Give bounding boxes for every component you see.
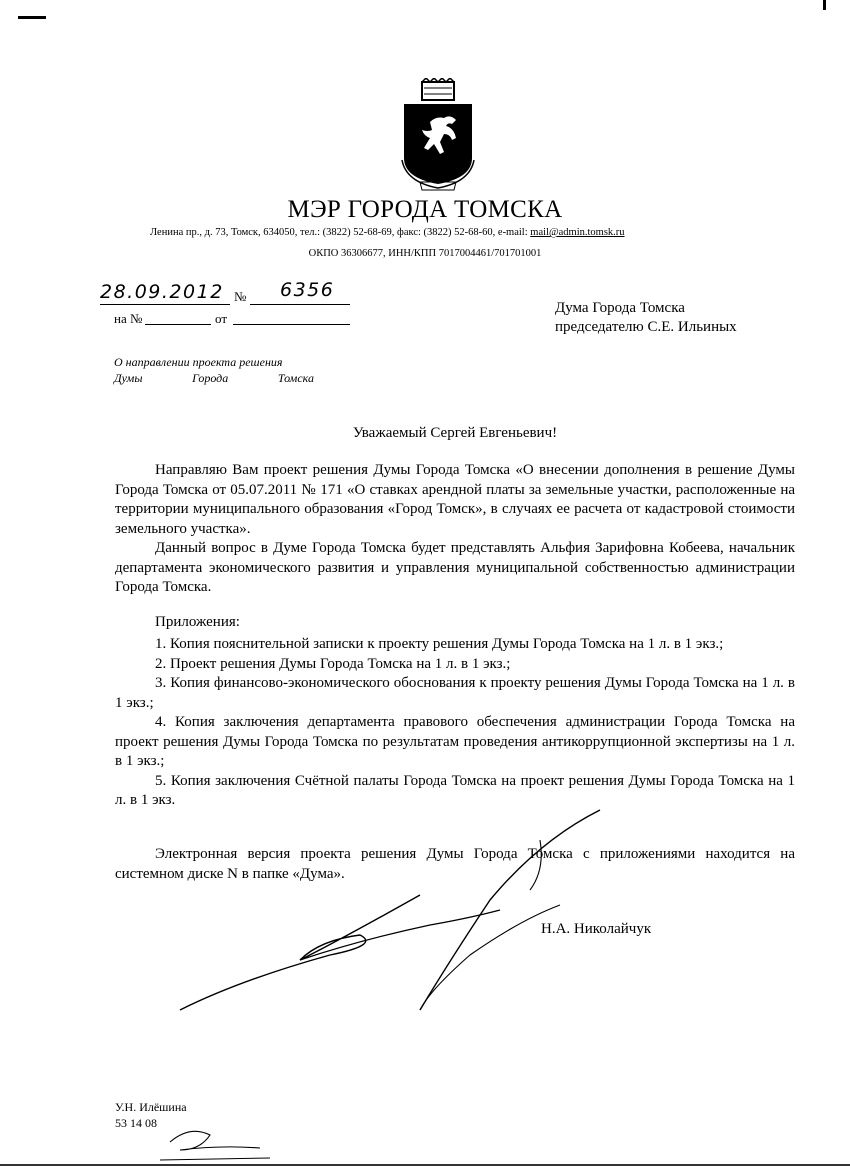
attachment-item: 3. Копия финансово-экономического обоснования к проекту решения Думы Города Томска на 1 л. в 1 экз.;	[115, 675, 795, 711]
subject-word: Думы	[114, 371, 143, 385]
recipient-block	[555, 299, 737, 337]
attachments-title: Приложения:	[155, 614, 240, 630]
reference-number-field	[145, 324, 211, 325]
subject-line1: О направлении проекта решения	[114, 355, 283, 369]
tomsk-coat-of-arms-icon	[400, 78, 476, 192]
attachments-list	[115, 635, 795, 811]
attachment-item: 1. Копия пояснительной записки к проекту решения Думы Города Томска на 1 л. в 1 экз.;	[155, 636, 724, 652]
attachment-item: 5. Копия заключения Счётной палаты Города Томска на проект решения Думы Города Томска на 1 л. в 1 экз.	[115, 772, 795, 808]
paragraph-text: Данный вопрос в Думе Города Томска будет представлять Альфия Зарифовна Кобеева, начальник департамента экономического развития и управления муниципальной собственностью администрации Города Томска.	[115, 540, 795, 595]
registration-number-underline	[250, 304, 350, 305]
org-address-text: Ленина пр., д. 73, Томск, 634050, тел.: (3822) 52-68-69, факс: (3822) 52-68-60, e-mail:	[150, 227, 531, 238]
executor-name: У.Н. Илёшина	[115, 1100, 187, 1114]
body-paragraph-1	[115, 461, 795, 539]
subject-block	[114, 354, 314, 386]
reference-date-label: от	[215, 311, 228, 326]
registration-date: 28.09.2012	[100, 281, 224, 303]
subject-word: Томска	[277, 371, 314, 385]
recipient-line2: председателю С.Е. Ильиных	[555, 319, 737, 335]
body-paragraph-2	[115, 539, 795, 598]
org-address	[150, 227, 730, 238]
attachment-item: 2. Проект решения Думы Города Томска на 1 л. в 1 экз.;	[155, 655, 511, 672]
org-email-link[interactable]: mail@admin.tomsk.ru	[530, 227, 625, 238]
reference-date-field	[233, 324, 350, 325]
body-paragraph-3	[115, 845, 795, 884]
reference-number-label: на №	[114, 311, 143, 326]
paragraph-text: Электронная версия проекта решения Думы Города Томска с приложениями находится на системном диске N в папке «Дума».	[115, 846, 795, 882]
executor-phone: 53 14 08	[115, 1116, 157, 1130]
registration-date-underline	[100, 304, 230, 305]
paragraph-text: Направляю Вам проект решения Думы Города Томска «О внесении дополнения в решение Думы Города Томска от 05.07.2011 № 171 «О ставках арендной платы за земельные участки, расположенные на территории муниципального образования «Город Томск», в случаях ее расчета от кадастровой стоимости земельного участка».	[115, 462, 795, 537]
salutation: Уважаемый Сергей Евгеньевич!	[352, 425, 558, 441]
org-ids: ОКПО 36306677, ИНН/КПП 7017004461/701701001	[308, 248, 542, 259]
scan-mark-top-right	[823, 0, 826, 10]
attachment-item: 4. Копия заключения департамента правового обеспечения администрации Города Томска на проект решения Думы Города Томска по результатам проведения антикоррупционной экспертизы на 1 л. в 1 экз.;	[115, 714, 795, 769]
subject-line2	[114, 370, 314, 386]
recipient-line1: Дума Города Томска	[555, 300, 685, 316]
subject-word: Города	[192, 371, 229, 385]
registration-number: 6356	[280, 279, 335, 301]
org-title: МЭР ГОРОДА ТОМСКА	[287, 196, 563, 223]
registration-number-label: №	[234, 289, 247, 304]
scan-mark-top-left	[18, 16, 46, 19]
scan-edge-bottom	[0, 1164, 850, 1166]
executor-block	[115, 1099, 187, 1131]
signer-name: Н.А. Николайчук	[541, 921, 652, 937]
